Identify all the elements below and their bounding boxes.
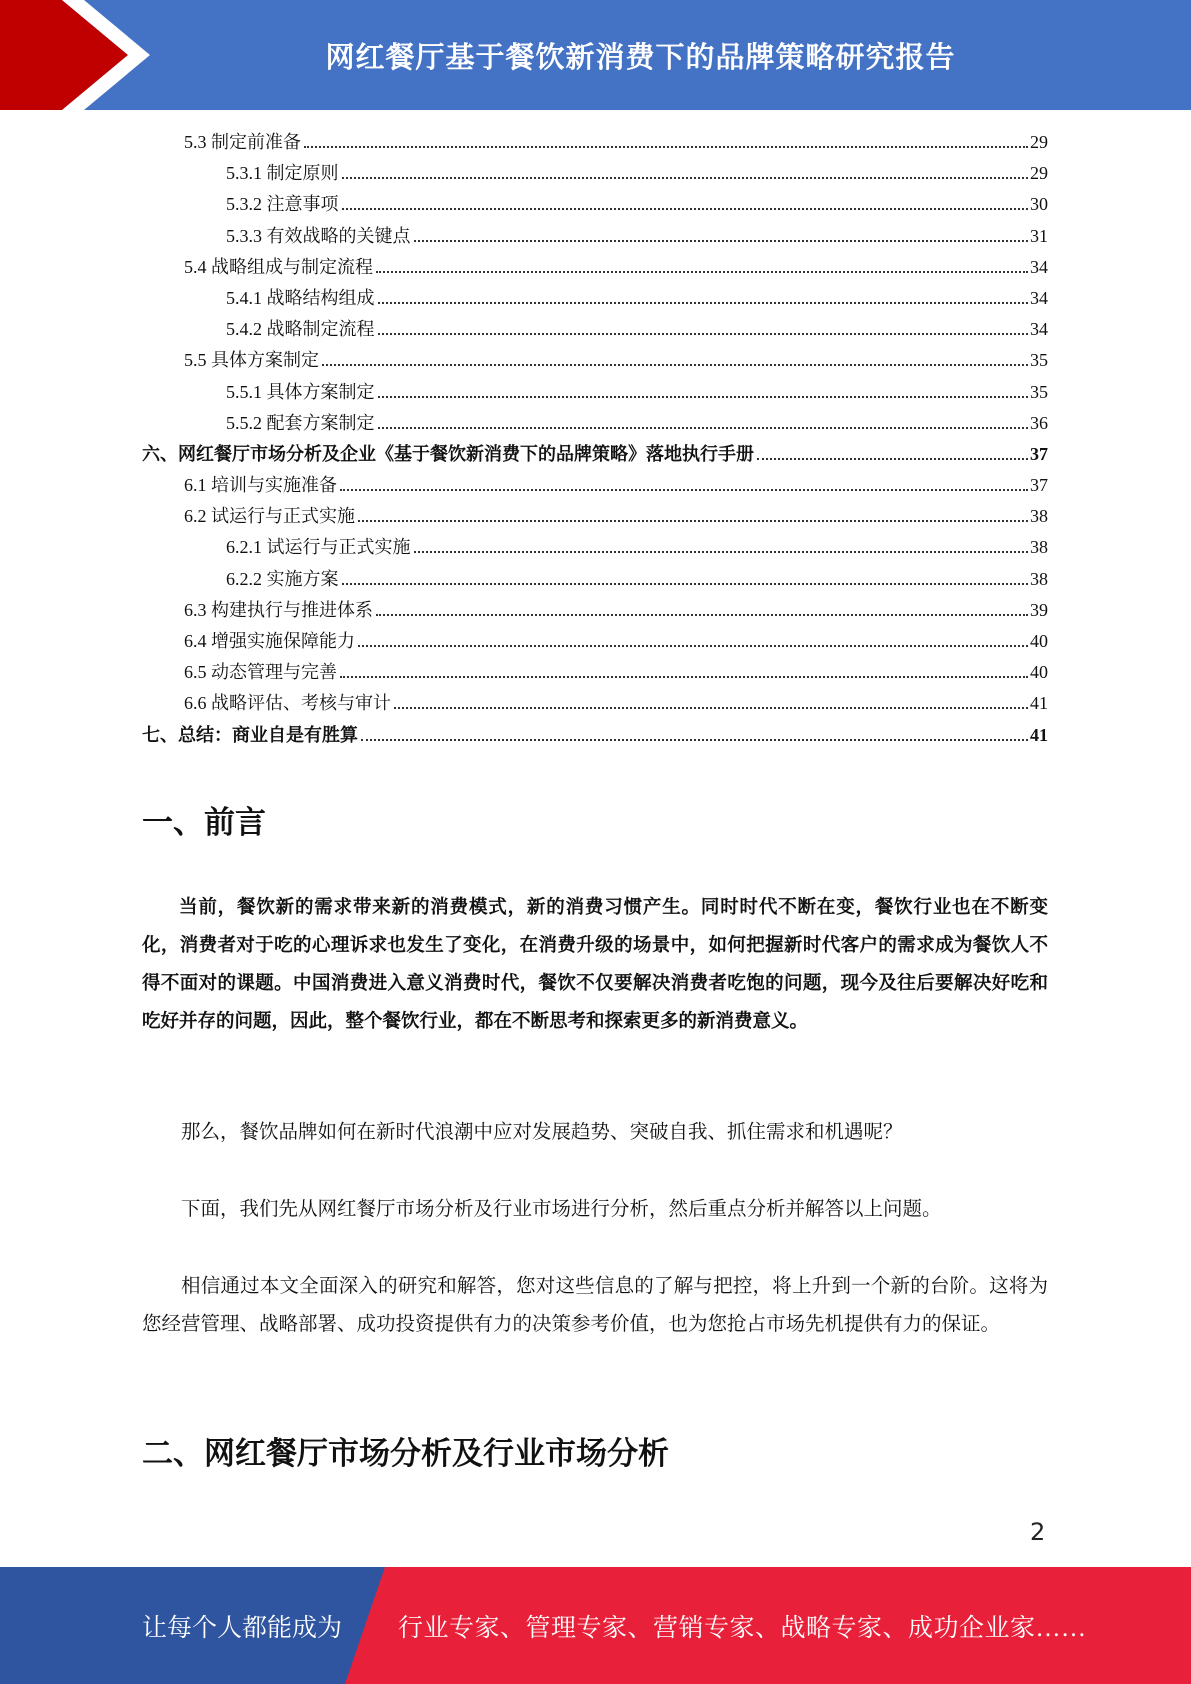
toc-entry[interactable] — [142, 377, 1048, 408]
toc-entry-page: 35 — [1030, 381, 1048, 402]
toc-entry-label: 七、总结：商业自是有胜算 — [142, 724, 358, 745]
toc-entry-label: 6.2.2 实施方案 — [226, 568, 339, 589]
toc-entry[interactable] — [142, 470, 1048, 501]
toc-entry-page: 38 — [1030, 537, 1048, 558]
toc-dot-leader — [358, 519, 1028, 522]
toc-entry-label: 6.4 增强实施保障能力 — [184, 631, 355, 651]
toc-entry-label: 六、网红餐厅市场分析及企业《基于餐饮新消费下的品牌策略》落地执行手册 — [142, 443, 754, 464]
toc-dot-leader — [322, 363, 1028, 366]
toc-entry-page: 41 — [1030, 693, 1048, 714]
toc-dot-leader — [304, 145, 1028, 148]
toc-entry-label: 5.3.2 注意事项 — [226, 194, 339, 215]
toc-entry-label: 5.3 制定前准备 — [184, 132, 301, 152]
header-title: 网红餐厅基于餐饮新消费下的品牌策略研究报告 — [325, 39, 956, 74]
toc-entry-page: 34 — [1030, 319, 1048, 340]
toc-entry[interactable] — [142, 221, 1048, 252]
toc-entry-label: 6.6 战略评估、考核与审计 — [184, 693, 391, 714]
toc-entry[interactable] — [142, 657, 1048, 688]
preface-paragraph-1: 当前，餐饮新的需求带来新的消费模式，新的消费习惯产生。同时时代不断在变，餐饮行业也在不断变化，消费者对于吃的心理诉求也发生了变化，在消费升级的场景中，如何把握新时代客户的需求成为餐饮人不得不面对的课题。中国消费进入意义消费时代，餐饮不仅要解决消费者吃饱的问题，现今及往后要解决好吃和吃好并存的问题，因此，整个餐饮行业，都在不断思考和探索更多的新消费意义。 — [142, 897, 1048, 1032]
toc-entry-page: 37 — [1030, 443, 1048, 464]
toc-dot-leader — [378, 426, 1029, 429]
toc-entry[interactable] — [142, 688, 1048, 719]
toc-entry-label: 5.4.1 战略结构组成 — [226, 287, 375, 308]
preface-paragraph-3: 下面，我们先从网红餐厅市场分析及行业市场进行分析，然后重点分析并解答以上问题。 — [181, 1199, 942, 1220]
toc-entry-page: 35 — [1030, 350, 1048, 371]
toc-entry[interactable] — [142, 283, 1048, 314]
preface-heading: 一、前言 — [142, 805, 266, 841]
toc-dot-leader — [340, 488, 1028, 491]
toc-entry-label: 5.5.1 具体方案制定 — [226, 381, 375, 402]
toc-entry-label: 6.2 试运行与正式实施 — [184, 506, 355, 527]
toc-entry-page: 38 — [1030, 568, 1048, 589]
toc-dot-leader — [358, 644, 1028, 647]
toc-entry-page: 38 — [1030, 506, 1048, 527]
toc-dot-leader — [757, 457, 1028, 460]
toc-entry[interactable] — [142, 595, 1048, 626]
page-header — [0, 0, 1191, 110]
toc-dot-leader — [414, 550, 1029, 553]
table-of-contents — [142, 127, 1048, 751]
toc-entry-page: 29 — [1030, 163, 1048, 184]
toc-entry-label: 5.5 具体方案制定 — [184, 350, 319, 371]
toc-dot-leader — [342, 207, 1029, 210]
toc-entry[interactable] — [142, 626, 1048, 657]
toc-entry-page: 39 — [1030, 599, 1048, 620]
toc-entry-label: 5.3.3 有效战略的关键点 — [226, 225, 411, 246]
toc-entry-label: 5.4.2 战略制定流程 — [226, 319, 375, 340]
toc-dot-leader — [378, 332, 1029, 335]
toc-entry-label: 6.3 构建执行与推进体系 — [184, 599, 373, 620]
preface-paragraph-2: 那么，餐饮品牌如何在新时代浪潮中应对发展趋势、突破自我、抓住需求和机遇呢？ — [181, 1122, 903, 1143]
toc-dot-leader — [414, 239, 1029, 242]
toc-entry-page: 31 — [1030, 225, 1048, 246]
page-number: 2 — [1030, 1518, 1046, 1546]
toc-entry-page: 37 — [1030, 475, 1048, 496]
toc-dot-leader — [342, 176, 1029, 179]
toc-entry[interactable] — [142, 345, 1048, 376]
toc-entry-label: 6.2.1 试运行与正式实施 — [226, 537, 411, 558]
toc-entry[interactable] — [142, 532, 1048, 563]
toc-entry-label: 5.5.2 配套方案制定 — [226, 412, 375, 433]
toc-dot-leader — [342, 582, 1029, 585]
preface-paragraph-4: 相信通过本文全面深入的研究和解答，您对这些信息的了解与把控，将上升到一个新的台阶。这将为您经营管理、战略部署、成功投资提供有力的决策参考价值，也为您抢占市场先机提供有力的保证。 — [142, 1276, 1048, 1335]
toc-entry-page: 30 — [1030, 194, 1048, 215]
toc-entry[interactable] — [142, 720, 1048, 751]
toc-entry[interactable] — [142, 408, 1048, 439]
toc-entry[interactable] — [142, 252, 1048, 283]
toc-entry[interactable] — [142, 564, 1048, 595]
footer-slogan-right: 行业专家、管理专家、营销专家、战略专家、成功企业家…… — [398, 1614, 1087, 1642]
toc-entry-page: 29 — [1030, 132, 1048, 152]
toc-entry-page: 41 — [1030, 724, 1048, 745]
toc-entry[interactable] — [142, 189, 1048, 220]
toc-dot-leader — [378, 395, 1029, 398]
toc-dot-leader — [378, 301, 1029, 304]
toc-dot-leader — [376, 270, 1028, 273]
toc-dot-leader — [361, 738, 1028, 741]
toc-entry[interactable] — [142, 127, 1048, 158]
toc-entry-label: 6.1 培训与实施准备 — [184, 475, 337, 496]
toc-entry-page: 36 — [1030, 412, 1048, 433]
toc-entry-label: 5.3.1 制定原则 — [226, 163, 339, 184]
toc-entry[interactable] — [142, 314, 1048, 345]
toc-dot-leader — [340, 675, 1028, 678]
toc-entry-label: 5.4 战略组成与制定流程 — [184, 256, 373, 277]
toc-entry-page: 40 — [1030, 631, 1048, 651]
toc-entry[interactable] — [142, 501, 1048, 532]
toc-entry-page: 34 — [1030, 256, 1048, 277]
footer-slogan-left: 让每个人都能成为 — [142, 1614, 343, 1642]
toc-entry-label: 6.5 动态管理与完善 — [184, 662, 337, 683]
toc-entry-page: 40 — [1030, 662, 1048, 683]
toc-dot-leader — [394, 706, 1028, 709]
toc-entry[interactable] — [142, 158, 1048, 189]
toc-entry-page: 34 — [1030, 287, 1048, 308]
toc-entry[interactable] — [142, 439, 1048, 470]
page-footer — [0, 1567, 1191, 1684]
toc-dot-leader — [376, 613, 1028, 616]
market-analysis-heading: 二、网红餐厅市场分析及行业市场分析 — [142, 1436, 669, 1472]
